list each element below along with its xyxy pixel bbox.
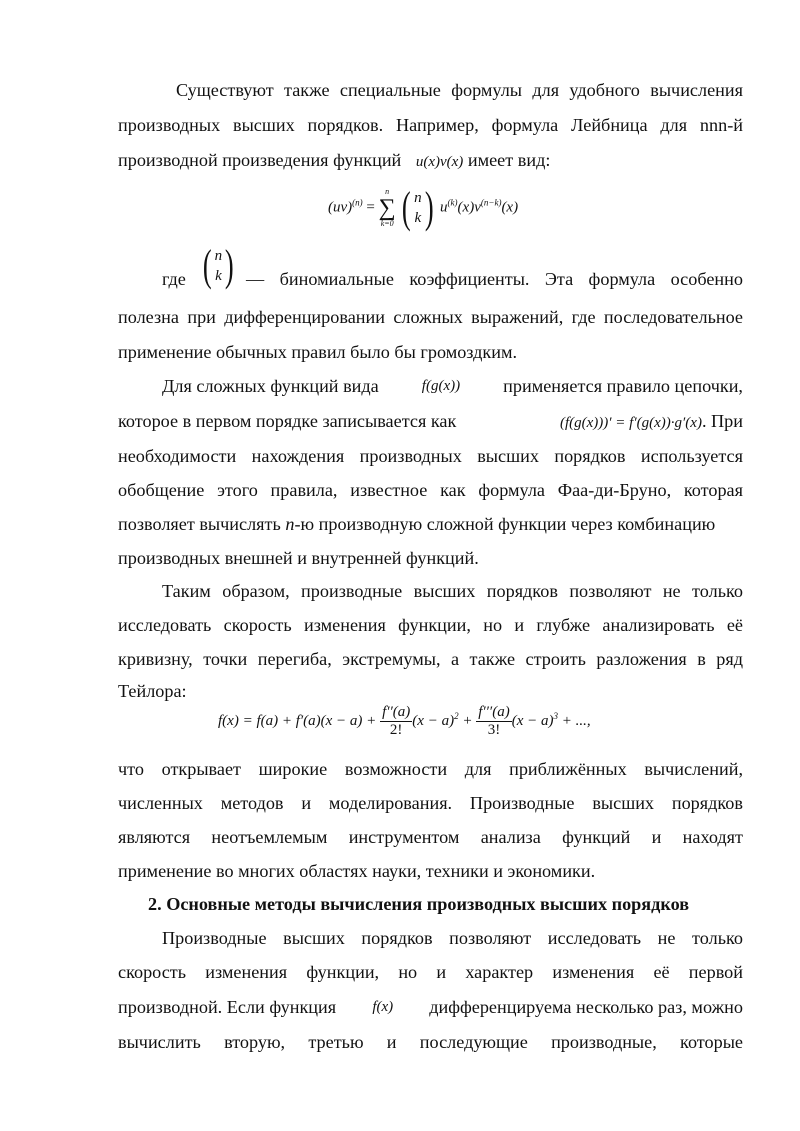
binom-bottom: k bbox=[414, 210, 422, 226]
formula-v: v bbox=[474, 199, 481, 216]
text-span: Для сложных функций вида bbox=[162, 376, 379, 396]
text-line bbox=[118, 375, 743, 397]
text-span: применяется правило цепочки, bbox=[503, 376, 743, 396]
formula-sup: (n) bbox=[352, 197, 363, 208]
inline-formula: (f(g(x)))′ = f′(g(x))·g′(x) bbox=[559, 415, 702, 431]
text-span: где bbox=[162, 269, 186, 289]
text-line: применение во многих областях науки, техники и экономики. bbox=[118, 861, 596, 881]
inline-formula: f(g(x)) bbox=[421, 378, 461, 394]
taylor-formula bbox=[218, 704, 591, 739]
formula-sup: (n−k) bbox=[480, 197, 502, 208]
fraction bbox=[476, 704, 512, 739]
formula-part: f(x) = f(a) + f′(a)(x − a) + bbox=[218, 713, 377, 729]
formula-part: (x − a) bbox=[412, 713, 455, 729]
section-heading: 2. Основные методы вычисления производных высших порядков bbox=[148, 894, 690, 914]
text-span: позволяет вычислять bbox=[118, 514, 281, 534]
text-line: Существуют также специальные формулы для удобного вычисления bbox=[176, 80, 743, 100]
binom-top: n bbox=[414, 190, 422, 206]
text-line: вычислить вторую, третью и последующие производные, которые bbox=[118, 1032, 743, 1052]
formula-eq: = bbox=[366, 199, 375, 216]
inline-formula: u(x)v(x) bbox=[415, 154, 464, 170]
formula-part: (x − a) bbox=[511, 713, 554, 729]
text-span: имеет вид: bbox=[467, 150, 551, 170]
formula-tail: + ..., bbox=[561, 713, 591, 729]
text-line: кривизну, точки перегиба, экстремумы, а также строить разложения в ряд bbox=[118, 649, 743, 669]
text-line: — биномиальные коэффициенты. Эта формула особенно bbox=[246, 269, 743, 289]
binomial-inline bbox=[200, 241, 237, 290]
binom-bottom: k bbox=[215, 268, 222, 284]
formula-sup: (k) bbox=[447, 197, 458, 208]
formula-arg: (x) bbox=[457, 199, 475, 216]
formula-u: u bbox=[440, 199, 448, 216]
text-line bbox=[118, 513, 743, 535]
left-paren-icon: ( bbox=[402, 183, 412, 232]
text-line bbox=[118, 149, 743, 173]
fraction-denominator: 2! bbox=[389, 722, 403, 738]
text-line: Тейлора: bbox=[118, 681, 187, 701]
text-line: Производные высших порядков позволяют исследовать не только bbox=[162, 928, 743, 948]
text-line: исследовать скорость изменения функции, но и глубже анализировать её bbox=[118, 615, 743, 635]
text-span: . При bbox=[701, 411, 743, 431]
fraction-numerator: f′′′(a) bbox=[478, 704, 510, 720]
text-line: обобщение этого правила, известное как формула Фаа-ди-Бруно, которая bbox=[118, 480, 743, 500]
sum-symbol bbox=[379, 187, 396, 229]
text-line: производных высших порядков. Например, формула Лейбница для nnn-й bbox=[118, 115, 743, 135]
formula-sup: 2 bbox=[454, 710, 459, 721]
formula-plus: + bbox=[462, 713, 473, 729]
formula-lhs: (uv) bbox=[328, 199, 353, 216]
text-line: полезна при дифференцировании сложных выражений, где последовательное bbox=[118, 307, 743, 327]
leibniz-formula bbox=[328, 183, 519, 232]
sum-upper: n bbox=[385, 187, 390, 196]
right-paren-icon: ) bbox=[225, 241, 234, 290]
text-line: являются неотъемлемым инструментом анализа функций и находят bbox=[118, 827, 743, 847]
text-line: производных внешней и внутренней функций. bbox=[118, 548, 479, 568]
sum-lower: k=0 bbox=[380, 219, 394, 228]
right-paren-icon: ) bbox=[424, 183, 434, 232]
binomial bbox=[399, 183, 436, 232]
inline-var: n bbox=[285, 514, 295, 534]
text-line: применение обычных правил было бы громоздким. bbox=[118, 342, 518, 362]
text-line: необходимости нахождения производных высших порядков используется bbox=[118, 446, 743, 466]
text-span: производной. Если функция bbox=[118, 997, 337, 1017]
formula-arg: (x) bbox=[501, 199, 519, 216]
inline-formula: f(x) bbox=[372, 999, 394, 1015]
left-paren-icon: ( bbox=[202, 241, 212, 290]
text-line bbox=[118, 410, 743, 434]
fraction-denominator: 3! bbox=[487, 722, 501, 738]
text-line bbox=[118, 996, 743, 1018]
fraction-numerator: f′′(a) bbox=[382, 704, 411, 720]
text-line: что открывает широкие возможности для приближённых вычислений, bbox=[118, 759, 743, 779]
text-line: скорость изменения функции, но и характер изменения её первой bbox=[118, 962, 743, 982]
text-span: которое в первом порядке записывается как bbox=[118, 411, 457, 431]
text-span: -ю производную сложной функции через комбинацию bbox=[294, 514, 716, 534]
text-span: дифференцируема несколько раз, можно bbox=[429, 997, 743, 1017]
formula-sup: 3 bbox=[553, 710, 558, 721]
text-span: производной произведения функций bbox=[118, 150, 402, 170]
fraction bbox=[380, 704, 412, 739]
sigma-icon: ∑ bbox=[378, 195, 396, 221]
text-line: численных методов и моделирования. Производные высших порядков bbox=[118, 793, 743, 813]
text-line: Таким образом, производные высших порядков позволяют не только bbox=[162, 581, 743, 601]
binom-top: n bbox=[214, 248, 223, 264]
